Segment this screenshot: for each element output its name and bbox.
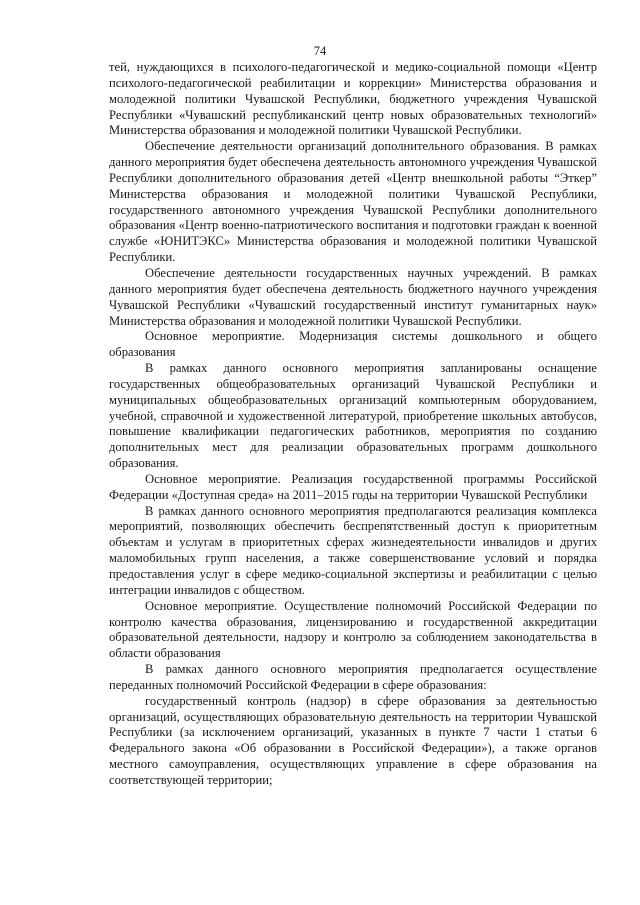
paragraph: тей, нуждающихся в психолого-педагогической и медико-социальной помощи «Центр психолого-педагогической реабилитации и коррекции» Министерства образования и молодежной политики Чувашской Республики, бюджетного учреждения Чувашской Республики «Чувашский республиканский центр новых образовательных технологий» Министерства образования и молодежной политики Чувашской Республики.: [109, 60, 597, 138]
paragraph: В рамках данного основного мероприятия предполагаются реализация комплекса мероприятий, позволяющих обеспечить беспрепятственный доступ к приоритетным объектам и услугам в приоритетных сферах жизнедеятельности инвалидов и других маломобильных групп населения, а также совершенствование условий и порядка предоставления услуг в сфере медико-социальной экспертизы и реабилитации с целью интеграции инвалидов с обществом.: [109, 503, 597, 597]
section-heading: Основное мероприятие. Реализация государственной программы Российской Федерации «Доступная среда» на 2011–2015 годы на территории Чувашской Республики: [109, 471, 597, 502]
section-heading: Основное мероприятие. Осуществление полномочий Российской Федерации по контролю качества образования, лицензированию и государственной аккредитации образовательной деятельности, надзору и контролю за соблюдением законодательства в области образования: [109, 598, 597, 661]
paragraph: В рамках данного основного мероприятия запланированы оснащение государственных общеобразовательных организаций Чувашской Республики и муниципальных общеобразовательных организаций компьютерным оборудованием, учебной, справочной и художественной литературой, приобретение школьных автобусов, повышение квалификации педагогических работников, мероприятия по созданию дополнительных мест для реализации образовательных программ дошкольного образования.: [109, 361, 597, 471]
list-item: государственный контроль (надзор) в сфере образования за деятельностью организаций, осуществляющих образовательную деятельность на территории Чувашской Республики (за исключением организаций, указанных в пункте 7 части 1 статьи 6 Федерального закона «Об образовании в Российской Федерации»), а также органов местного самоуправления, осуществляющих управление в сфере образования на соответствующей территории;: [109, 693, 597, 787]
page-number: 74: [313, 44, 327, 58]
paragraph: Обеспечение деятельности организаций дополнительного образования. В рамках данного мероприятия будет обеспечена деятельность автономного учреждения Чувашской Республики дополнительного образования детей «Центр внешкольной работы “Эткер” Министерства образования и молодежной политики Чувашской Республики, государственного автономного учреждения Чувашской Республики дополнительного образования «Центр военно-патриотического воспитания и подготовки граждан к военной службе «ЮНИТЭКС» Министерства образования и молодежной политики Чувашской Республики.: [109, 139, 597, 265]
section-heading: Основное мероприятие. Модернизация системы дошкольного и общего образования: [109, 329, 597, 360]
page-body: [109, 60, 597, 789]
paragraph: Обеспечение деятельности государственных научных учреждений. В рамках данного мероприятия будет обеспечена деятельность бюджетного научного учреждения Чувашской Республики «Чувашский государственный институт гуманитарных наук» Министерства образования и молодежной политики Чувашской Республики.: [109, 265, 597, 328]
paragraph: В рамках данного основного мероприятия предполагается осуществление переданных полномочий Российской Федерации в сфере образования:: [109, 662, 597, 692]
